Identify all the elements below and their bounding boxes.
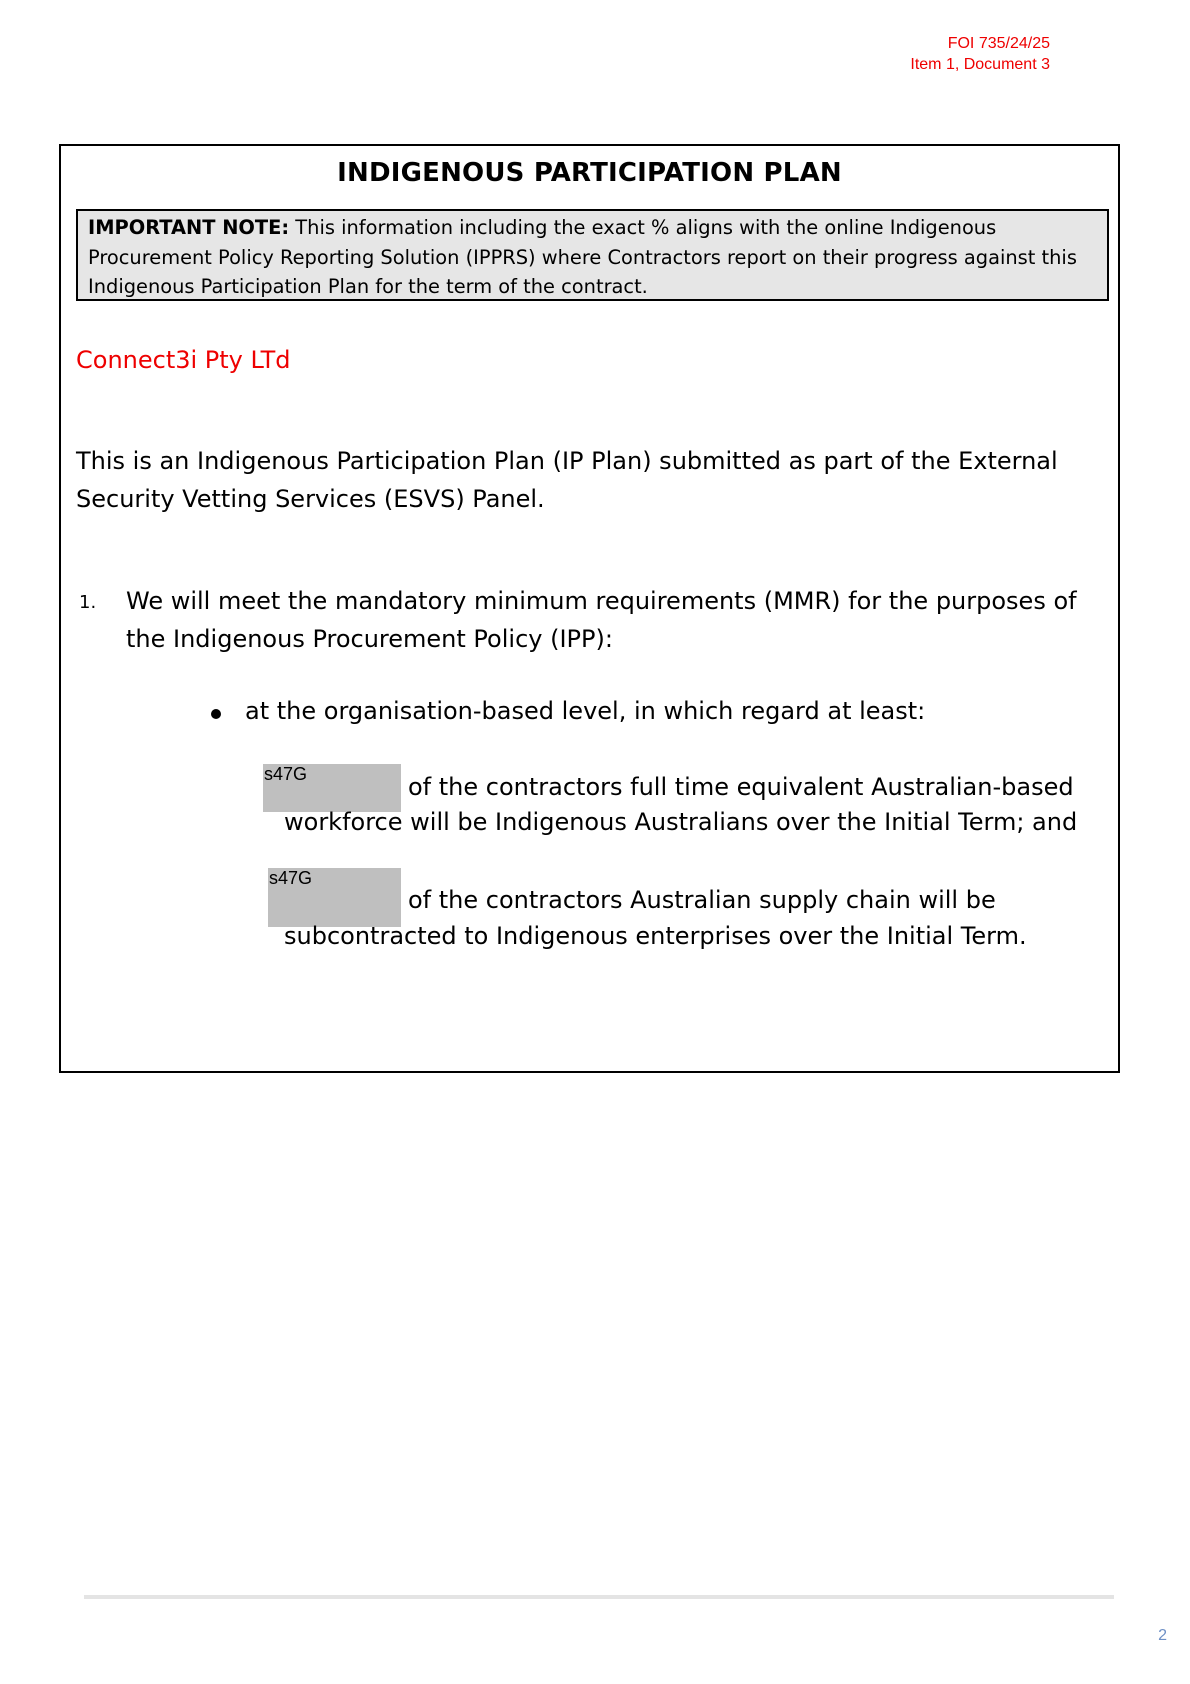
workforce-requirement-line2: workforce will be Indigenous Australians over the Initial Term; and (284, 808, 1078, 836)
foi-reference: FOI 735/24/25 (947, 35, 1050, 52)
redaction-label: s47G (269, 868, 313, 888)
intro-paragraph: This is an Indigenous Participation Plan (IP Plan) submitted as part of the External Security Vetting Services (ESVS) Panel. (76, 447, 1058, 513)
footer-divider (84, 1595, 1114, 1599)
workforce-requirement-line1: of the contractors full time equivalent Australian-based (408, 773, 1074, 801)
list-number: 1. (79, 592, 97, 613)
page-number: 2 (1158, 1627, 1167, 1644)
supply-chain-requirement-line1: of the contractors Australian supply chain will be (408, 886, 996, 914)
important-note-text: This information including the exact % aligns with the online Indigenous Procurement Policy Reporting Solution (IPPRS) where Contractors report on their progress against this Indigenous Participation Plan for the term of the contract. (88, 216, 1077, 298)
supply-chain-requirement-line2: subcontracted to Indigenous enterprises over the Initial Term. (284, 922, 1027, 950)
important-note-label: IMPORTANT NOTE: (88, 216, 290, 239)
redaction-box-supply-chain (268, 868, 401, 927)
foi-stamp (910, 33, 1050, 75)
redaction-box-workforce (263, 764, 401, 812)
important-note-box (76, 209, 1109, 301)
plan-title: INDIGENOUS PARTICIPATION PLAN (337, 158, 842, 188)
bullet-icon (211, 709, 221, 719)
list-item-text: We will meet the mandatory minimum requirements (MMR) for the purposes of the Indigenous Procurement Policy (IPP): (126, 587, 1077, 653)
participation-plan-box (59, 144, 1120, 1073)
redaction-label: s47G (264, 764, 308, 784)
bullet-text: at the organisation-based level, in which regard at least: (245, 697, 926, 725)
item-reference: Item 1, Document 3 (910, 56, 1050, 73)
company-name: Connect3i Pty LTd (76, 346, 291, 374)
